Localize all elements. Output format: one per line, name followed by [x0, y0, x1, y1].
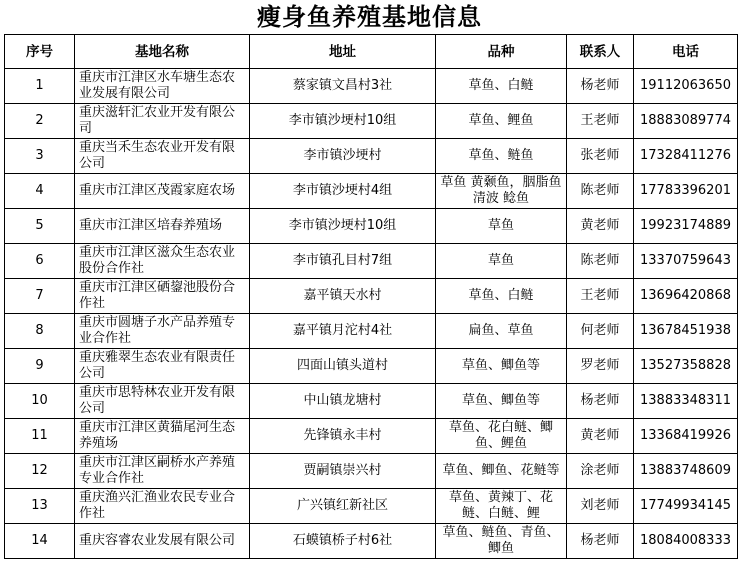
cell-address: 蔡家镇文昌村3社 [250, 69, 436, 104]
table-row [5, 139, 738, 174]
cell-address: 广兴镇红新社区 [250, 489, 436, 524]
cell-species: 草鱼、白鲢 [436, 69, 567, 104]
cell-no: 4 [5, 174, 75, 209]
cell-base-name: 重庆当禾生态农业开发有限公司 [75, 139, 250, 174]
cell-phone: 17783396201 [634, 174, 738, 209]
cell-base-name: 重庆市江津区培春养殖场 [75, 209, 250, 244]
cell-address: 李市镇沙埂村10组 [250, 104, 436, 139]
cell-no: 10 [5, 384, 75, 419]
cell-address: 李市镇沙埂村10组 [250, 209, 436, 244]
cell-contact: 何老师 [567, 314, 634, 349]
cell-address: 先锋镇永丰村 [250, 419, 436, 454]
cell-species: 草鱼、鲢鱼、青鱼、鲫鱼 [436, 524, 567, 559]
table-row [5, 314, 738, 349]
cell-base-name: 重庆市江津区硒鋆池股份合作社 [75, 279, 250, 314]
cell-species: 草鱼 黄颡鱼，胭脂鱼 清波 鲶鱼 [436, 174, 567, 209]
table-row [5, 279, 738, 314]
cell-base-name: 重庆市思特林农业开发有限公司 [75, 384, 250, 419]
cell-phone: 17749934145 [634, 489, 738, 524]
cell-base-name: 重庆市江津区茂霞家庭农场 [75, 174, 250, 209]
cell-species: 草鱼、白鲢 [436, 279, 567, 314]
cell-no: 6 [5, 244, 75, 279]
table-row [5, 419, 738, 454]
cell-species: 扁鱼、草鱼 [436, 314, 567, 349]
header-address: 地址 [250, 35, 436, 69]
cell-address: 贾嗣镇崇兴村 [250, 454, 436, 489]
cell-no: 1 [5, 69, 75, 104]
header-name: 基地名称 [75, 35, 250, 69]
cell-contact: 刘老师 [567, 489, 634, 524]
cell-phone: 13696420868 [634, 279, 738, 314]
cell-contact: 罗老师 [567, 349, 634, 384]
cell-phone: 13678451938 [634, 314, 738, 349]
cell-address: 李市镇沙埂村 [250, 139, 436, 174]
cell-no: 8 [5, 314, 75, 349]
table-row [5, 524, 738, 559]
cell-phone: 17328411276 [634, 139, 738, 174]
cell-no: 3 [5, 139, 75, 174]
cell-contact: 张老师 [567, 139, 634, 174]
page-title: 瘦身鱼养殖基地信息 [257, 3, 482, 31]
cell-base-name: 重庆市江津区嗣桥水产养殖专业合作社 [75, 454, 250, 489]
cell-phone: 18084008333 [634, 524, 738, 559]
header-no: 序号 [5, 35, 75, 69]
cell-base-name: 重庆市江津区黄猫尾河生态养殖场 [75, 419, 250, 454]
cell-contact: 王老师 [567, 279, 634, 314]
table-row [5, 209, 738, 244]
cell-base-name: 重庆容睿农业发展有限公司 [75, 524, 250, 559]
cell-base-name: 重庆市圆塘子水产品养殖专业合作社 [75, 314, 250, 349]
cell-species: 草鱼 [436, 209, 567, 244]
cell-phone: 19923174889 [634, 209, 738, 244]
cell-no: 5 [5, 209, 75, 244]
table-header-row [5, 35, 738, 69]
cell-no: 12 [5, 454, 75, 489]
cell-species: 草鱼、鲢鱼 [436, 139, 567, 174]
cell-address: 四面山镇头道村 [250, 349, 436, 384]
cell-no: 7 [5, 279, 75, 314]
cell-phone: 13883348311 [634, 384, 738, 419]
cell-species: 草鱼、花白鲢、鲫鱼、鲤鱼 [436, 419, 567, 454]
cell-species: 草鱼、鲫鱼、花鲢等 [436, 454, 567, 489]
table-row [5, 244, 738, 279]
fish-farm-table [4, 34, 738, 559]
cell-no: 2 [5, 104, 75, 139]
cell-contact: 陈老师 [567, 174, 634, 209]
cell-no: 13 [5, 489, 75, 524]
cell-address: 石蟆镇桥子村6社 [250, 524, 436, 559]
cell-contact: 杨老师 [567, 384, 634, 419]
cell-phone: 13370759643 [634, 244, 738, 279]
cell-contact: 黄老师 [567, 419, 634, 454]
cell-address: 嘉平镇天水村 [250, 279, 436, 314]
cell-species: 草鱼、鲫鱼等 [436, 384, 567, 419]
header-phone: 电话 [634, 35, 738, 69]
table-row [5, 489, 738, 524]
cell-phone: 13883748609 [634, 454, 738, 489]
cell-address: 嘉平镇月沱村4社 [250, 314, 436, 349]
cell-base-name: 重庆市江津区滋众生态农业股份合作社 [75, 244, 250, 279]
table-row [5, 384, 738, 419]
table-row [5, 454, 738, 489]
cell-species: 草鱼、鲤鱼 [436, 104, 567, 139]
cell-base-name: 重庆雅翠生态农业有限责任公司 [75, 349, 250, 384]
header-species: 品种 [436, 35, 567, 69]
cell-base-name: 重庆滋轩汇农业开发有限公司 [75, 104, 250, 139]
cell-address: 李市镇沙埂村4组 [250, 174, 436, 209]
cell-no: 9 [5, 349, 75, 384]
cell-species: 草鱼、鲫鱼等 [436, 349, 567, 384]
cell-no: 11 [5, 419, 75, 454]
cell-contact: 涂老师 [567, 454, 634, 489]
cell-contact: 陈老师 [567, 244, 634, 279]
table-row [5, 349, 738, 384]
cell-species: 草鱼 [436, 244, 567, 279]
table-row [5, 104, 738, 139]
cell-address: 李市镇孔目村7组 [250, 244, 436, 279]
cell-phone: 19112063650 [634, 69, 738, 104]
cell-species: 草鱼、黄辣丁、花鲢、白鲢、鲤 [436, 489, 567, 524]
cell-base-name: 重庆渔兴汇渔业农民专业合作社 [75, 489, 250, 524]
cell-contact: 王老师 [567, 104, 634, 139]
header-contact: 联系人 [567, 35, 634, 69]
table-row [5, 174, 738, 209]
cell-base-name: 重庆市江津区水车塘生态农业发展有限公司 [75, 69, 250, 104]
table-row [5, 69, 738, 104]
cell-phone: 18883089774 [634, 104, 738, 139]
cell-no: 14 [5, 524, 75, 559]
cell-contact: 杨老师 [567, 69, 634, 104]
cell-phone: 13527358828 [634, 349, 738, 384]
cell-phone: 13368419926 [634, 419, 738, 454]
cell-contact: 黄老师 [567, 209, 634, 244]
cell-contact: 杨老师 [567, 524, 634, 559]
cell-address: 中山镇龙塘村 [250, 384, 436, 419]
